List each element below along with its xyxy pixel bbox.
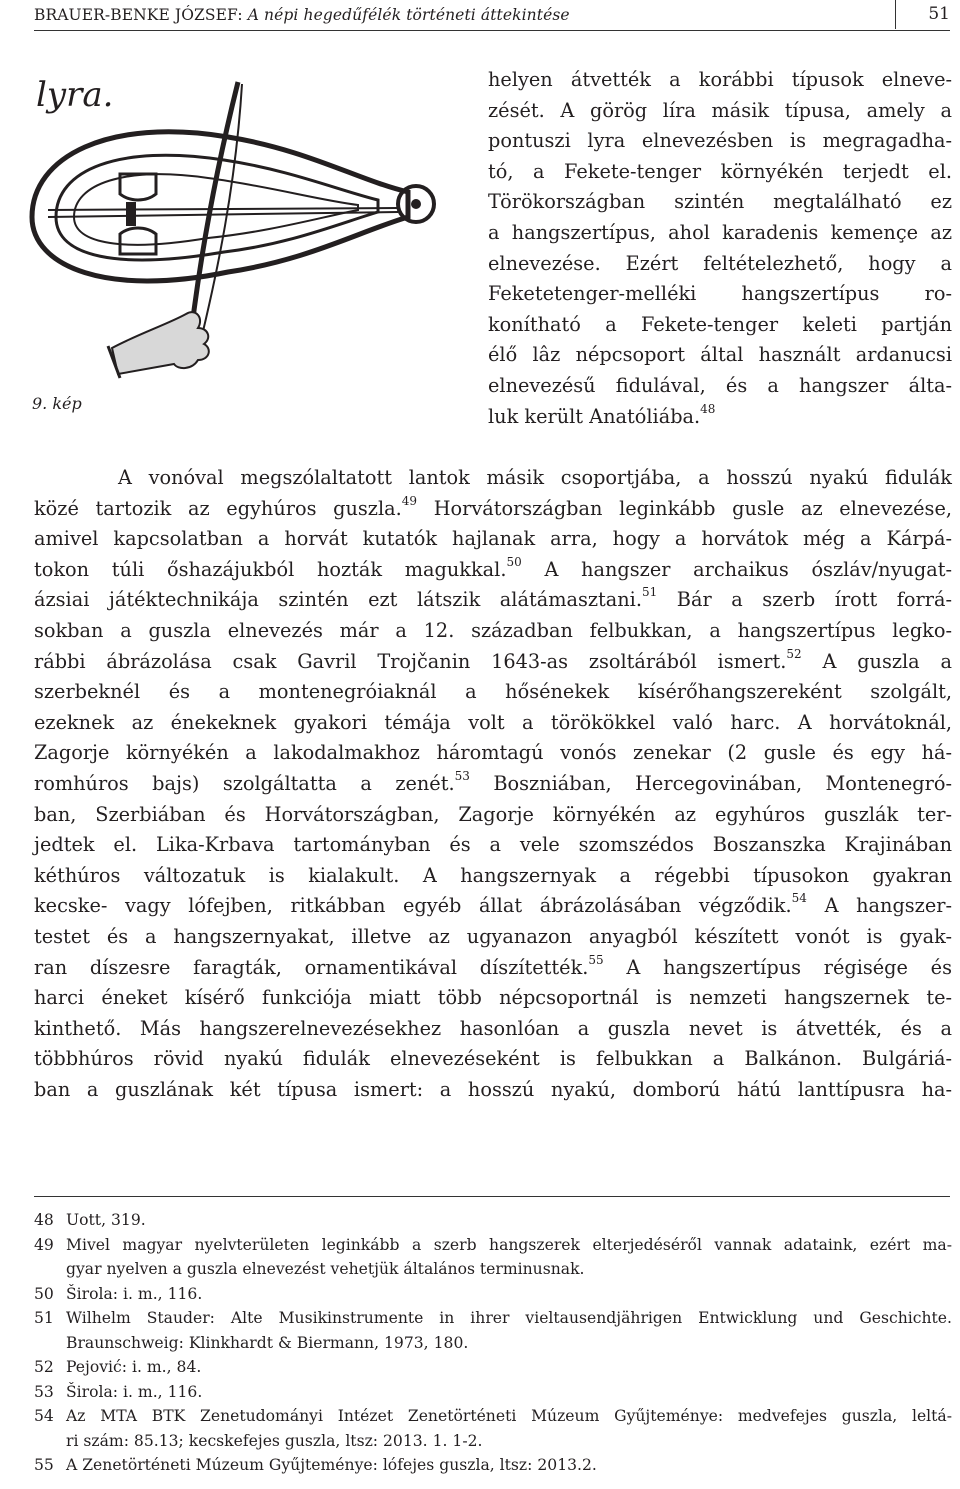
footnote-number: 48 bbox=[34, 1211, 54, 1229]
footnote-number: 49 bbox=[34, 1235, 54, 1254]
running-title: A népi hegedűfélék történeti áttekintése bbox=[247, 6, 570, 24]
footnote-ref[interactable]: 53 bbox=[454, 768, 470, 783]
footnote bbox=[34, 1208, 952, 1233]
footnote bbox=[34, 1306, 952, 1355]
sound-hole-bottom bbox=[120, 228, 156, 254]
text-line: elnevezésű fidulával, és a hangszer álta- bbox=[488, 373, 952, 397]
text-line: ezeknek az énekeknek gyakori témája volt a törökökkel való harc. A horvátoknál, bbox=[34, 710, 952, 734]
text-line: ran díszesre faragták, ornamentikával díszítették.$^{55}$ A hangszertípus régisége és bbox=[34, 952, 952, 979]
figure-label: lyra. bbox=[36, 75, 114, 115]
text-line: kinthető. Más hangszerelnevezésekhez hasonlóan a guszla nevet is átvették, és a bbox=[34, 1016, 952, 1040]
footnotes bbox=[34, 1208, 952, 1478]
footnote-ref[interactable]: 48 bbox=[700, 401, 716, 416]
text-line: ban a guszlának két típusa ismert: a hosszú nyakú, domború hátú lanttípusra ha- bbox=[34, 1077, 952, 1101]
text-line: többhúros rövid nyakú fidulák elnevezéseként is felbukkan a Balkánon. Bulgáriá- bbox=[34, 1047, 952, 1071]
footnote-number: 51 bbox=[34, 1309, 54, 1327]
text-line: luk került Anatóliába.$^{48}$ bbox=[488, 401, 716, 428]
footnote-text: Širola: i. m., 116. bbox=[66, 1382, 203, 1401]
footnote-text: Uott, 319. bbox=[66, 1211, 146, 1229]
text-line: Feketetenger-melléki hangszertípus ro- bbox=[488, 282, 952, 306]
footnote bbox=[34, 1233, 952, 1282]
text-line: élő lâz népcsoport által használt ardanucsi bbox=[488, 343, 952, 367]
footnote bbox=[34, 1380, 952, 1405]
page-number: 51 bbox=[895, 0, 950, 29]
footnote-text: ri szám: 85.13; kecskefejes guszla, ltsz: 2013. 1. 1-2. bbox=[66, 1431, 483, 1450]
text-line: kecske- vagy lófejben, ritkábban egyéb állat ábrázolásában végződik.$^{54}$ A hangszer- bbox=[34, 891, 952, 918]
text-line: Törökországban szintén megtalálható ez bbox=[488, 190, 952, 214]
text-line: A vonóval megszólaltatott lantok másik csoportjába, a hosszú nyakú fidulák bbox=[118, 466, 952, 489]
text-line: ban, Szerbiában és Horvátországban, Zagorje környékén az egyhúros guszlák ter- bbox=[34, 802, 952, 826]
footnote bbox=[34, 1355, 952, 1380]
footnote bbox=[34, 1453, 952, 1478]
text-line: elnevezése. Ezért feltételezhető, hogy a bbox=[488, 251, 952, 275]
hand bbox=[112, 312, 209, 374]
footnote-number: 50 bbox=[34, 1284, 54, 1303]
text-line: a hangszertípus, ahol karadenis kemençe az bbox=[488, 220, 952, 244]
running-head bbox=[34, 6, 570, 24]
text-line: konítható a Fekete-tenger keleti partján bbox=[488, 312, 952, 336]
footnote-ref[interactable]: 54 bbox=[791, 891, 807, 906]
text-line: ázsiai játéktechnikája szintén ezt látszik alátámasztani.$^{51}$ Bár a szerb írott forrá- bbox=[34, 585, 952, 612]
lyra-illustration bbox=[28, 62, 468, 422]
text-line: kéthúros változatuk is kialakult. A hangszernyak a régebbi típusokon gyakran bbox=[34, 863, 952, 887]
text-line: harci éneket kísérő funkciója miatt több népcsoportnál is nemzeti hangszernek te- bbox=[34, 986, 952, 1010]
string bbox=[48, 208, 398, 210]
footnote-number: 55 bbox=[34, 1456, 54, 1474]
footnote bbox=[34, 1404, 952, 1453]
footnote-text: Širola: i. m., 116. bbox=[66, 1284, 203, 1303]
right-column-text bbox=[488, 65, 952, 432]
text-line: közé tartozik az egyhúros guszla.$^{49}$ Horvátországban leginkább gusle az elnevezése, bbox=[34, 493, 952, 520]
text-line: tó, a Fekete-tenger környékén terjedt el. bbox=[488, 159, 952, 183]
footnote-ref[interactable]: 52 bbox=[786, 646, 802, 661]
footnote bbox=[34, 1282, 952, 1307]
sound-hole-top bbox=[120, 174, 156, 200]
text-line: helyen átvették a korábbi típusok elneve- bbox=[488, 68, 952, 91]
text-line: tokon túli őshazájukból hozták magukkal.$^{50}$ A hangszer archaikus ószláv/nyugat- bbox=[34, 554, 952, 581]
footnote-text: Braunschweig: Klinkhardt & Biermann, 1973, 180. bbox=[66, 1333, 469, 1352]
figure-caption: 9. kép bbox=[32, 394, 82, 413]
running-author: BRAUER-BENKE JÓZSEF: bbox=[34, 6, 243, 24]
footnote-text: Az MTA BTK Zenetudományi Intézet Zenetörténeti Múzeum Gyűjteménye: medvefejes guszla, leltá- bbox=[66, 1407, 952, 1425]
footnote-text: A Zenetörténeti Múzeum Gyűjteménye: lófejes guszla, ltsz: 2013.2. bbox=[66, 1456, 597, 1474]
bridge bbox=[126, 202, 136, 226]
footnote-divider bbox=[34, 1196, 950, 1197]
text-line: sokban a guszla elnevezés már a 12. században felbukkan, a hangszertípus legko- bbox=[34, 618, 952, 642]
footnote-text: Pejović: i. m., 84. bbox=[66, 1358, 202, 1376]
footnote-number: 53 bbox=[34, 1382, 54, 1401]
footnote-number: 52 bbox=[34, 1358, 54, 1376]
text-line: jedtek el. Lika-Krbava tartományban és a vele szomszédos Boszanszka Krajinában bbox=[34, 833, 952, 857]
bow-hair bbox=[196, 84, 242, 360]
footnote-text: gyar nyelven a guszla elnevezést vehetjük általános terminusnak. bbox=[66, 1260, 585, 1278]
footnote-number: 54 bbox=[34, 1407, 54, 1425]
text-line: szerbeknél és a montenegróiaknál a hősénekek kísérőhangszereként szolgált, bbox=[34, 680, 952, 704]
text-line: pontuszi lyra elnevezésben is megragadha- bbox=[488, 129, 952, 153]
footnote-text: Mivel magyar nyelvterületen leginkább a szerb hangszerek elterjedéséről vannak adataink, ezért ma- bbox=[66, 1235, 952, 1254]
footnote-ref[interactable]: 49 bbox=[401, 493, 418, 508]
footnote-text: Wilhelm Stauder: Alte Musikinstrumente in ihrer vieltausendjährigen Entwicklung und Geschichte. bbox=[66, 1309, 952, 1327]
text-line: rábbi ábrázolása csak Gavril Trojčanin 1643-as zsoltárából ismert.$^{52}$ A guszla a bbox=[34, 646, 952, 673]
footnote-ref[interactable]: 51 bbox=[641, 585, 658, 600]
text-line: zését. A görög líra másik típusa, amely a bbox=[488, 98, 952, 122]
text-line: Zagorje környékén a lakodalmakhoz háromtagú vonós zenekar (2 gusle és egy há- bbox=[34, 741, 952, 765]
peg bbox=[411, 199, 421, 209]
text-line: romhúros bajs) szolgáltatta a zenét.$^{53}$ Boszniában, Hercegovinában, Montenegró- bbox=[34, 768, 952, 795]
string bbox=[48, 212, 398, 217]
main-paragraph bbox=[34, 463, 952, 1105]
running-header bbox=[34, 0, 950, 31]
text-line: testet és a hangszernyakat, illetve az ugyanazon anyagból készített vonót is gyak- bbox=[34, 924, 952, 948]
text-line: amivel kapcsolatban a horvát kutatók hajlanak arra, hogy a horvátok még a Kárpá- bbox=[34, 527, 952, 551]
footnote-ref[interactable]: 55 bbox=[588, 952, 604, 967]
footnote-ref[interactable]: 50 bbox=[506, 554, 522, 569]
